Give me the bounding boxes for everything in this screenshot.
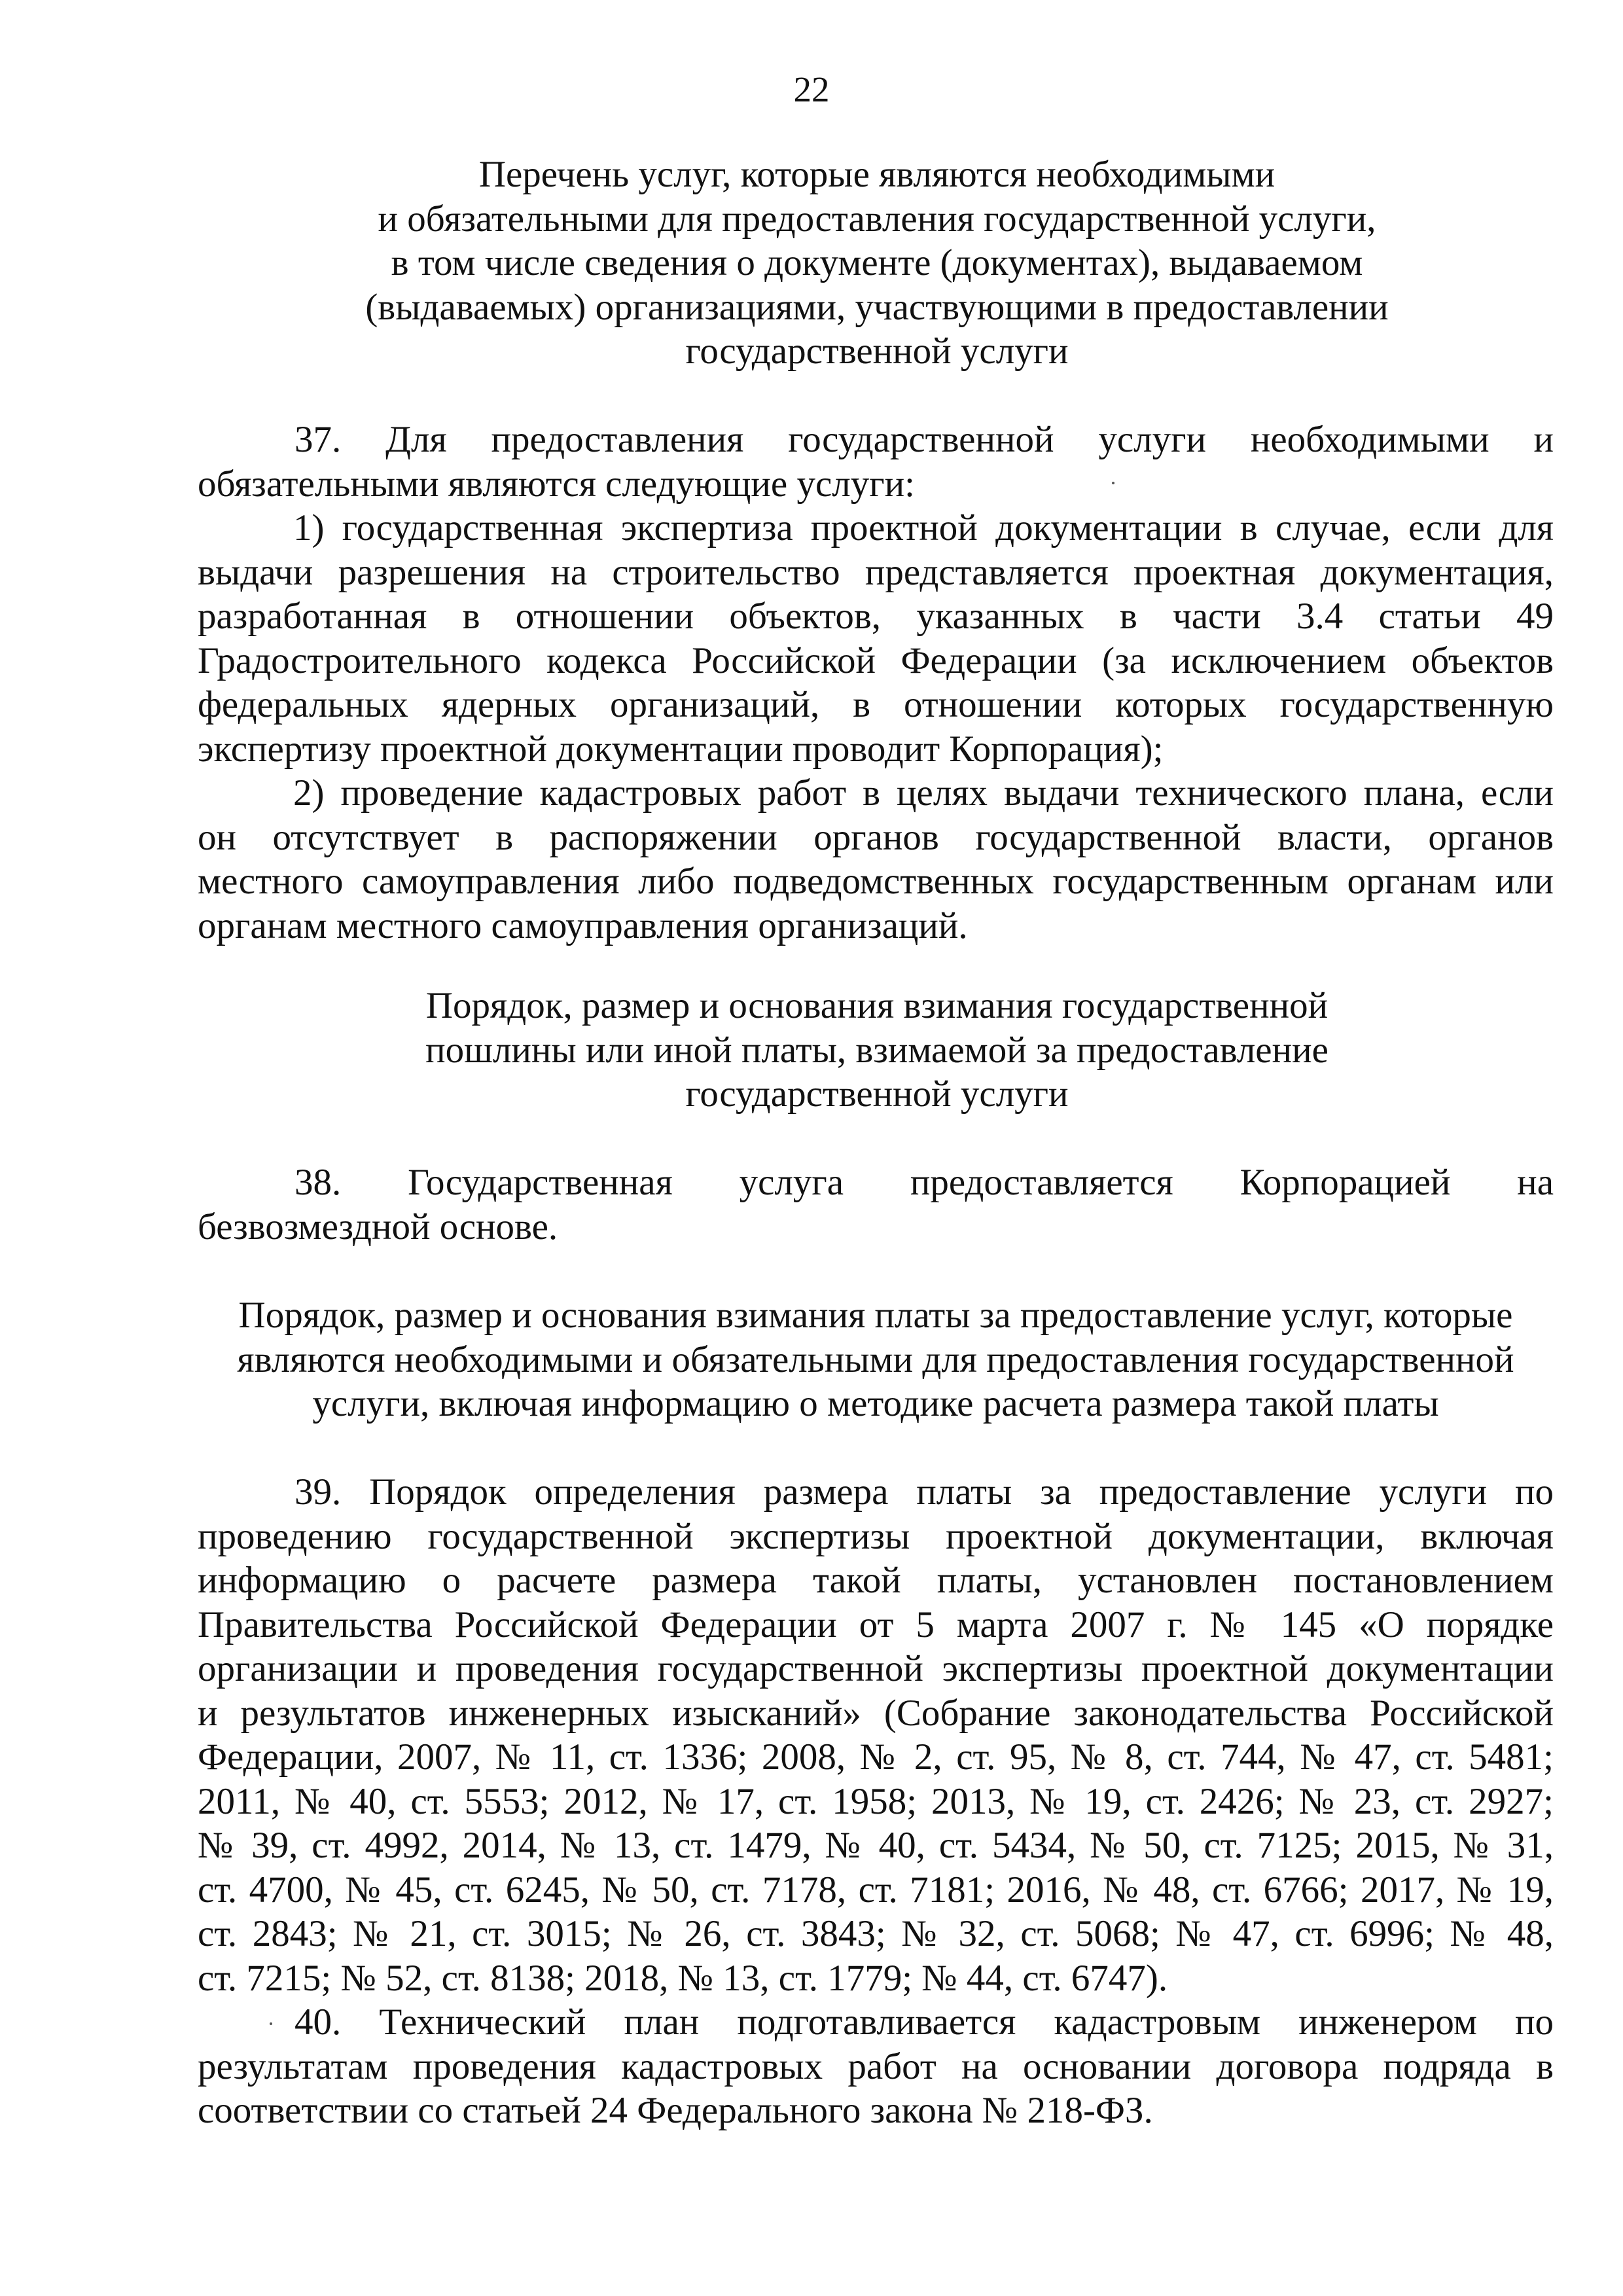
paragraph-37 <box>198 418 1554 506</box>
paragraph-38 <box>198 1160 1554 1249</box>
paragraph-line: 38. Государственная услуга предоставляется Корпорацией на <box>294 1162 1554 1203</box>
paragraph-line: ст. 4700, № 45, ст. 6245, № 50, ст. 7178, ст. 7181; 2016, № 48, ст. 6766; 2017, № 19, <box>198 1869 1554 1910</box>
heading-line: (выдаваемых) организациями, участвующими в предоставлении <box>365 286 1389 328</box>
paragraph-line: федеральных ядерных организаций, в отношении которых государственную <box>198 684 1554 725</box>
heading-line: являются необходимыми и обязательными для предоставления государственной <box>237 1338 1514 1380</box>
list-item-1 <box>198 506 1554 771</box>
paragraph-line: разработанная в отношении объектов, указанных в части 3.4 статьи 49 <box>198 596 1554 637</box>
section-heading-service-fees <box>198 1293 1554 1426</box>
paragraph-line: 2011, № 40, ст. 5553; 2012, № 17, ст. 1958; 2013, № 19, ст. 2426; № 23, ст. 2927; <box>198 1780 1554 1822</box>
paragraph-line: № 39, ст. 4992, 2014, № 13, ст. 1479, № 40, ст. 5434, № 50, ст. 7125; 2015, № 31, <box>198 1825 1554 1866</box>
page-number: 22 <box>793 69 830 109</box>
paragraph-line: 39. Порядок определения размера платы за предоставление услуги по <box>294 1471 1554 1513</box>
paragraph-line: местного самоуправления либо подведомственных государственным органам или <box>198 861 1554 902</box>
paragraph-line: он отсутствует в распоряжении органов государственной власти, органов <box>198 816 1554 858</box>
paragraph-line: и результатов инженерных изысканий» (Собрание законодательства Российской <box>198 1692 1554 1734</box>
heading-line: в том числе сведения о документе (документах), выдаваемом <box>391 242 1363 283</box>
paragraph-line: органам местного самоуправления организаций. <box>198 905 968 946</box>
heading-line: пошлины или иной платы, взимаемой за предоставление <box>425 1029 1329 1071</box>
paragraph-40 <box>198 2000 1554 2133</box>
paragraph-line: Градостроительного кодекса Российской Федерации (за исключением объектов <box>198 639 1554 681</box>
paragraph-line: соответствии со статьей 24 Федерального закона № 218-ФЗ. <box>198 2090 1153 2131</box>
heading-line: Порядок, размер и основания взимания платы за предоставление услуг, которые <box>238 1295 1513 1336</box>
scan-speck <box>1112 482 1115 484</box>
paragraph-line: ст. 2843; № 21, ст. 3015; № 26, ст. 3843; № 32, ст. 5068; № 47, ст. 6996; № 48, <box>198 1913 1554 1954</box>
paragraph-line: организации и проведения государственной экспертизы проектной документации <box>198 1648 1554 1689</box>
heading-line: Перечень услуг, которые являются необходимыми <box>478 154 1275 195</box>
paragraph-line: Федерации, 2007, № 11, ст. 1336; 2008, № 2, ст. 95, № 8, ст. 744, № 47, ст. 5481; <box>198 1736 1554 1778</box>
paragraph-line: ст. 7215; № 52, ст. 8138; 2018, № 13, ст. 1779; № 44, ст. 6747). <box>198 1957 1168 1999</box>
section-heading-state-fee <box>275 984 1479 1117</box>
section-heading-services-list <box>196 152 1558 374</box>
paragraph-line: обязательными являются следующие услуги: <box>198 463 915 505</box>
paragraph-line: выдачи разрешения на строительство представляется проектная документация, <box>198 551 1554 593</box>
paragraph-line: проведению государственной экспертизы проектной документации, включая <box>198 1515 1554 1557</box>
paragraph-line: информацию о расчете размера такой платы, установлен постановлением <box>198 1560 1554 1601</box>
paragraph-line: 2) проведение кадастровых работ в целях выдачи технического плана, если <box>293 772 1554 814</box>
paragraph-line: безвозмездной основе. <box>198 1206 558 1247</box>
heading-line: государственной услуги <box>685 1073 1069 1115</box>
paragraph-line: 1) государственная экспертиза проектной документации в случае, если для <box>293 507 1554 548</box>
paragraph-line: Правительства Российской Федерации от 5 марта 2007 г. № 145 «О порядке <box>198 1604 1554 1645</box>
heading-line: Порядок, размер и основания взимания государственной <box>425 985 1329 1026</box>
heading-line: и обязательными для предоставления государственной услуги, <box>378 198 1376 240</box>
paragraph-line: экспертизу проектной документации проводит Корпорация); <box>198 728 1164 770</box>
list-item-2 <box>198 771 1554 948</box>
paragraph-39 <box>198 1470 1554 2000</box>
paragraph-line: 40. Технический план подготавливается кадастровым инженером по <box>294 2001 1554 2043</box>
paragraph-line: результатам проведения кадастровых работ на основании договора подряда в <box>198 2045 1554 2087</box>
paragraph-line: 37. Для предоставления государственной услуги необходимыми и <box>294 419 1554 460</box>
heading-line: услуги, включая информацию о методике расчета размера такой платы <box>312 1383 1439 1424</box>
heading-line: государственной услуги <box>685 331 1069 372</box>
